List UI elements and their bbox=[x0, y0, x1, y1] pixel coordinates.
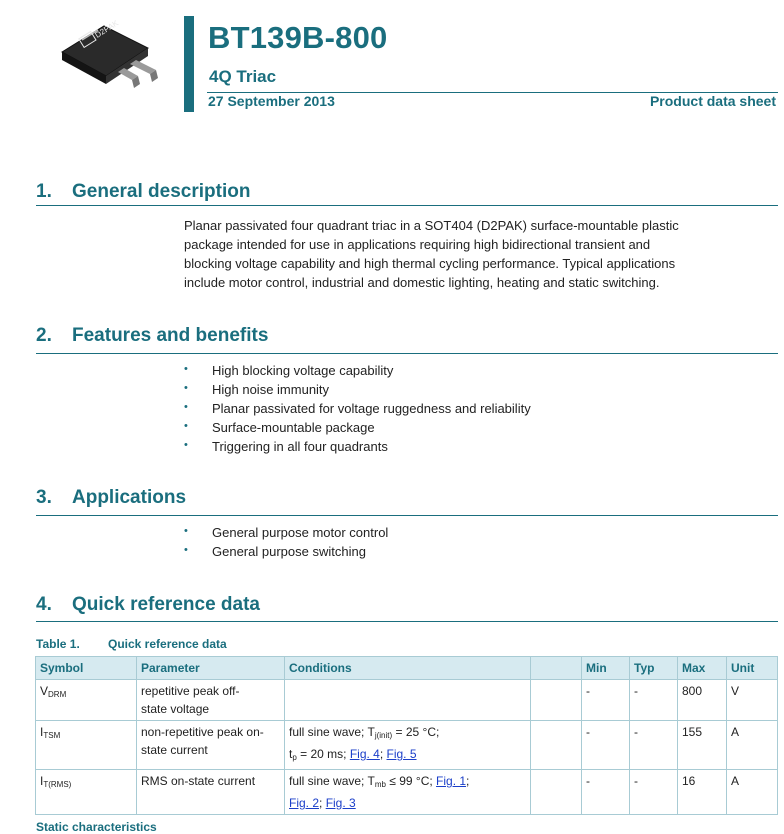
condition-text: full sine wave; T bbox=[289, 774, 375, 788]
cell-parameter bbox=[137, 680, 285, 721]
product-subtitle: 4Q Triac bbox=[209, 67, 277, 86]
symbol-subscript: TSM bbox=[43, 731, 61, 740]
document-type: Product data sheet bbox=[649, 93, 776, 109]
cell-symbol bbox=[36, 770, 137, 815]
general-description-text bbox=[184, 216, 764, 292]
cell-max: 800 bbox=[678, 680, 727, 721]
section-number: 4. bbox=[36, 594, 52, 615]
condition-text: ≤ 99 °C; bbox=[385, 774, 437, 788]
cell-unit: A bbox=[727, 770, 778, 815]
symbol-main: V bbox=[40, 684, 49, 698]
cell-conditions bbox=[285, 680, 531, 721]
figure-link[interactable]: Fig. 2 bbox=[289, 796, 320, 810]
cell-symbol bbox=[36, 721, 137, 770]
list-item: • Planar passivated for voltage ruggedness and reliability bbox=[184, 399, 531, 418]
section-general-heading bbox=[36, 181, 250, 203]
cell-spacer bbox=[531, 721, 582, 770]
condition-line bbox=[289, 745, 526, 767]
cell-max: 155 bbox=[678, 721, 727, 770]
table-row bbox=[36, 721, 778, 770]
description-line: Planar passivated four quadrant triac in a SOT404 (D2PAK) surface-mountable plastic bbox=[184, 218, 679, 233]
section-divider bbox=[36, 515, 778, 516]
cell-min: - bbox=[582, 770, 630, 815]
section-number: 1. bbox=[36, 181, 52, 202]
table-row bbox=[36, 680, 778, 721]
quick-reference-table bbox=[35, 656, 778, 815]
link-separator: ; bbox=[319, 796, 326, 810]
link-separator: ; bbox=[466, 774, 470, 788]
figure-link[interactable]: Fig. 1 bbox=[436, 774, 467, 788]
header-accent-bar bbox=[184, 16, 194, 112]
condition-subscript: p bbox=[292, 753, 297, 762]
cell-conditions bbox=[285, 721, 531, 770]
cell-unit: V bbox=[727, 680, 778, 721]
col-header-typ: Typ bbox=[630, 657, 678, 680]
condition-line bbox=[289, 772, 526, 794]
applications-list bbox=[184, 523, 388, 561]
parameter-line: state voltage bbox=[141, 702, 210, 716]
cell-typ: - bbox=[630, 770, 678, 815]
table-caption-number: Table 1. bbox=[36, 637, 80, 651]
col-header-unit: Unit bbox=[727, 657, 778, 680]
section-title: Quick reference data bbox=[72, 594, 260, 615]
list-item: • General purpose switching bbox=[184, 542, 388, 561]
section-features-heading bbox=[36, 325, 268, 347]
condition-subscript: mb bbox=[374, 780, 386, 789]
col-header-symbol: Symbol bbox=[36, 657, 137, 680]
section-number: 3. bbox=[36, 487, 52, 508]
parameter-line: RMS on-state current bbox=[141, 774, 256, 788]
features-list bbox=[184, 361, 531, 456]
condition-text: full sine wave; T bbox=[289, 725, 375, 739]
col-header-conditions: Conditions bbox=[285, 657, 531, 680]
section-quickref-heading bbox=[36, 594, 260, 616]
condition-line bbox=[289, 723, 526, 745]
cell-spacer bbox=[531, 770, 582, 815]
table-caption-title: Quick reference data bbox=[108, 637, 227, 651]
col-header-min: Min bbox=[582, 657, 630, 680]
section-title: General description bbox=[72, 181, 251, 202]
condition-line bbox=[289, 794, 526, 812]
figure-link[interactable]: Fig. 3 bbox=[325, 796, 356, 810]
section-divider bbox=[36, 621, 778, 622]
d2pak-package-icon bbox=[52, 14, 172, 94]
cell-typ: - bbox=[630, 680, 678, 721]
cell-typ: - bbox=[630, 721, 678, 770]
parameter-line: state current bbox=[141, 743, 208, 757]
product-title: BT139B-800 bbox=[208, 20, 388, 55]
link-separator: ; bbox=[379, 747, 387, 761]
cell-symbol bbox=[36, 680, 137, 721]
section-title: Applications bbox=[72, 487, 187, 508]
section-divider bbox=[36, 205, 778, 206]
condition-subscript: j(init) bbox=[374, 731, 393, 740]
symbol-main: I bbox=[40, 725, 44, 739]
condition-text: t bbox=[289, 747, 293, 761]
section-number: 2. bbox=[36, 325, 52, 346]
symbol-main: I bbox=[40, 774, 44, 788]
static-characteristics-heading: Static characteristics bbox=[36, 820, 157, 834]
col-header-max: Max bbox=[678, 657, 727, 680]
parameter-line: repetitive peak off- bbox=[141, 684, 240, 698]
list-item: • High blocking voltage capability bbox=[184, 361, 531, 380]
table-caption bbox=[36, 637, 227, 651]
cell-max: 16 bbox=[678, 770, 727, 815]
cell-parameter bbox=[137, 770, 285, 815]
cell-spacer bbox=[531, 680, 582, 721]
section-title: Features and benefits bbox=[72, 325, 269, 346]
list-item: • General purpose motor control bbox=[184, 523, 388, 542]
list-item: • High noise immunity bbox=[184, 380, 531, 399]
section-applications-heading bbox=[36, 487, 186, 509]
cell-unit: A bbox=[727, 721, 778, 770]
cell-parameter bbox=[137, 721, 285, 770]
chip-marking: D2PAK bbox=[93, 18, 120, 40]
table-row bbox=[36, 770, 778, 815]
description-line: blocking voltage capability and high thermal cycling performance. Typical applications bbox=[184, 256, 676, 271]
condition-text: = 20 ms; bbox=[296, 747, 350, 761]
document-date: 27 September 2013 bbox=[208, 93, 335, 109]
condition-text: = 25 °C; bbox=[392, 725, 440, 739]
list-item: • Triggering in all four quadrants bbox=[184, 437, 531, 456]
col-header-spacer bbox=[531, 657, 582, 680]
parameter-line: non-repetitive peak on- bbox=[141, 725, 264, 739]
figure-link[interactable]: Fig. 5 bbox=[386, 747, 417, 761]
description-line: include motor control, industrial and domestic lighting, heating and static switching. bbox=[184, 275, 660, 290]
figure-link[interactable]: Fig. 4 bbox=[349, 747, 380, 761]
col-header-parameter: Parameter bbox=[137, 657, 285, 680]
cell-min: - bbox=[582, 721, 630, 770]
symbol-subscript: DRM bbox=[48, 690, 67, 699]
description-line: package intended for use in applications requiring high bidirectional transient and bbox=[184, 237, 651, 252]
table-header-row bbox=[36, 657, 778, 680]
cell-conditions bbox=[285, 770, 531, 815]
symbol-subscript: T(RMS) bbox=[43, 780, 72, 789]
section-divider bbox=[36, 353, 778, 354]
list-item: • Surface-mountable package bbox=[184, 418, 531, 437]
cell-min: - bbox=[582, 680, 630, 721]
